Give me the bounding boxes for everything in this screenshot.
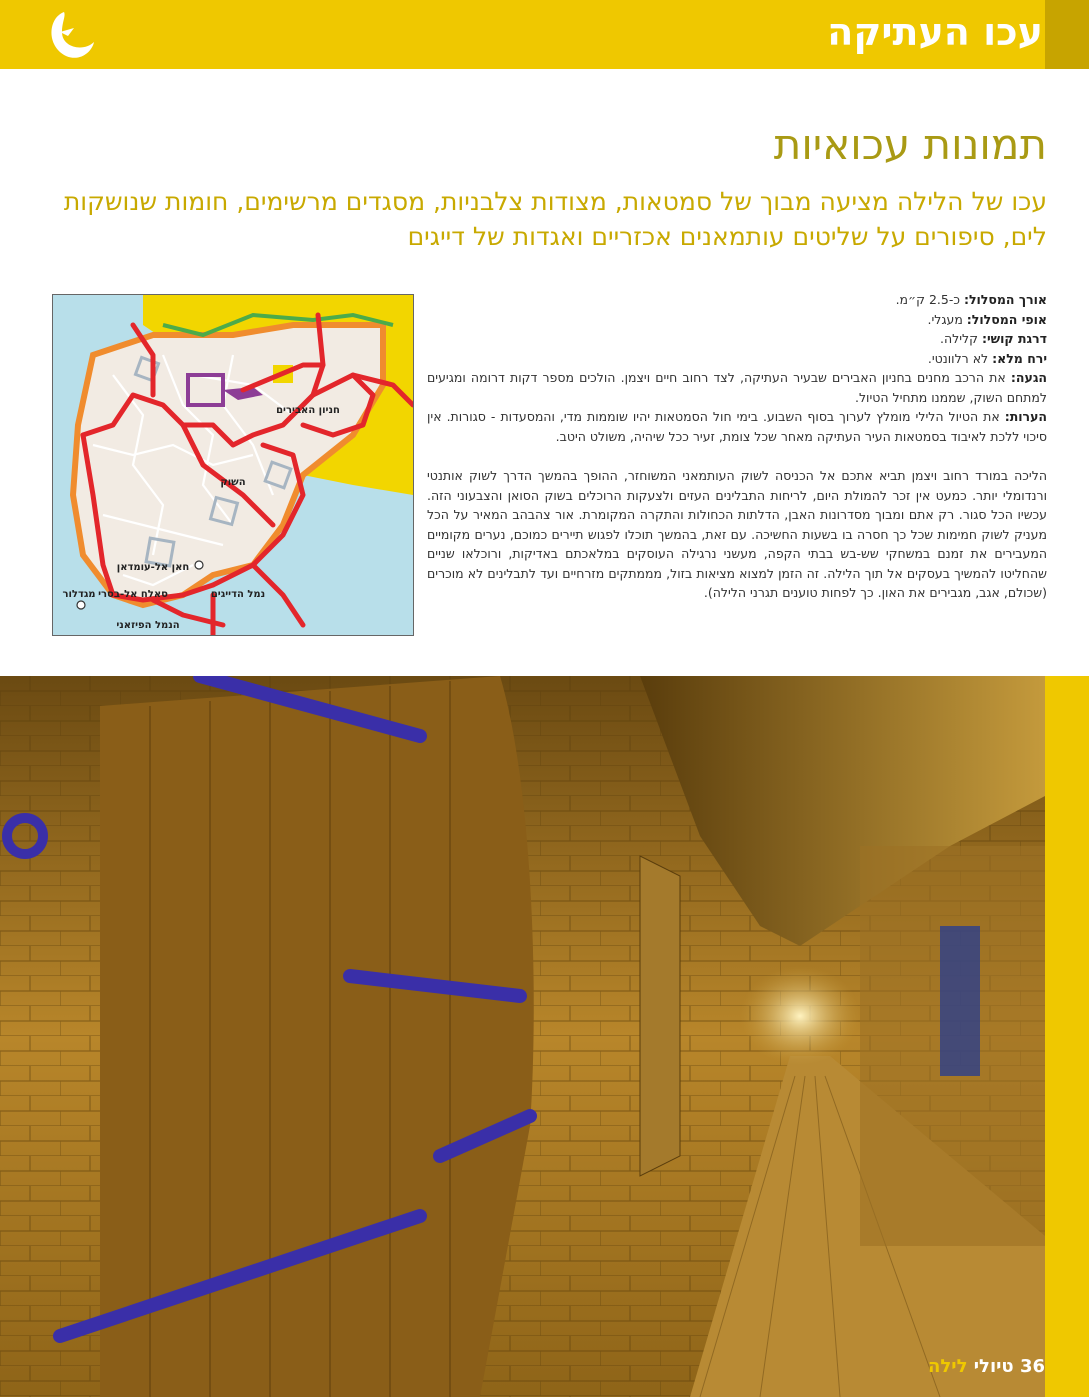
info-difficulty-value: קלילה. — [939, 331, 982, 346]
map-label-parking: חניון האבירים — [276, 405, 340, 416]
map-label-khan: חאן אל-עומדאן — [116, 562, 190, 573]
info-block — [427, 290, 1047, 603]
moon-bird-logo-icon — [40, 6, 100, 62]
info-arrival-value: את הרכב מחנים בחניון האבירים שבעיר העתיקה, לצד רחוב חיים ויצמן. הולכים מספר דקות דרומה ומגיעים למתחם השוק, שממנו מתחיל הטיול. — [427, 370, 1047, 405]
info-type — [427, 310, 1047, 330]
info-type-label: אופי המסלול: — [966, 311, 1047, 327]
info-difficulty-label: דרגת קושי: — [981, 331, 1047, 346]
photo-blue-door-right — [940, 926, 980, 1076]
info-length — [427, 290, 1047, 310]
map-khan-marker — [195, 561, 203, 569]
info-moon — [427, 349, 1047, 369]
market-alley-photo-svg — [0, 676, 1045, 1397]
info-type-value: מעגלי. — [927, 311, 967, 327]
subtitle: עכו של הלילה מציעה מבוך של סמטאות, מצודות צלבניות, מסגדים מרשימים, חומות שנושקות לים, סיפורים על שליטים עותמאנים אכזריים ואגדות של דייגים — [63, 187, 1047, 251]
info-difficulty — [427, 329, 1047, 349]
photo-side-door — [640, 856, 680, 1176]
map-label-lighthouse: מגדלור — [62, 589, 96, 600]
footer-word-2: לילה — [928, 1356, 968, 1377]
info-length-value: כ-2.5 ק״מ. — [895, 292, 964, 307]
section-title: עכו העתיקה — [827, 10, 1043, 54]
info-notes-label: הערות: — [1004, 409, 1047, 424]
info-moon-value: לא רלוונטי. — [927, 350, 993, 366]
info-length-label: אורך המסלול: — [963, 292, 1047, 307]
map-label-pisan-port: הנמל הפיזאני — [116, 620, 180, 631]
photo-wooden-door — [100, 676, 534, 1397]
info-arrival-label: הגעה: — [1010, 370, 1047, 385]
map-label-mosque: סאלח אל-בסרי — [98, 589, 168, 600]
map-label-market: השוק — [220, 477, 246, 488]
footer-word-1: טיולי — [973, 1356, 1014, 1377]
info-notes — [427, 407, 1047, 446]
map-label-fishermen-port: נמל הדייגים — [210, 589, 266, 600]
page-number: 36 — [1019, 1356, 1045, 1377]
route-map — [52, 294, 414, 636]
info-notes-value: את הטיול הלילי מומלץ לערוך בסוף השבוע. בימי חול הסמטאות יהיו שוממות מדי, והמסעדות - סגורות. אין סיכוי ללכת לאיבוד בסמטאות העיר העתיקה מאחר שכל צומת, זעיר ככל שיהיה, משולט היטב. — [427, 409, 1047, 444]
header-tab — [1045, 0, 1089, 69]
photo-side-tab — [1045, 676, 1089, 1397]
map-lighthouse-marker — [77, 601, 85, 609]
market-alley-photo — [0, 676, 1045, 1397]
photo-distant-light — [740, 966, 860, 1066]
page-title: תמונות עכואיות — [773, 120, 1047, 169]
route-map-svg — [53, 295, 413, 635]
body-paragraph: הליכה במורד רחוב ויצמן תביא אתכם אל הכניסה לשוק העותמאני המשוחזר, ההופך בהמשך הדרך לשוק אותנטי ורנדומלי יותר. כמעט אין זכר להמולת היום, לריחות התבלינים העזים ולצעקות הרוכלים בשוק הסואן והצבעוני הזה. עכשיו הכל סגור. רק אתם ומבוך מסדרונות האבן, הדלתות הכחולות והתקרה המקומרת. אור צהבהב המאיר על הכל מעניק לשוק חמימות שכל כך חסרה בו בשעות החשיכה. עם זאת, בהמשך תוכלו לפגוש תיירים כמוכם, נערים מקומיים המעבירים את זמנם במשחקי שש-בש בבתי הקפה, מעשני נרגילה העוסקים במלאכתם באדיקות, ורוכלאו שניים שהחליטו להמשיך בעסקים אל תוך הלילה. זה הזמן למצוא מציאות בזול, מממתקים מזרחיים ועד לתבלינים לא מוכרים (שכולם, אגב, מגבירים את האון. כך לפחות טוענים תגרני הלילה). — [427, 468, 1047, 600]
info-moon-label: ירח מלא: — [992, 350, 1047, 366]
info-arrival — [427, 368, 1047, 407]
page-footer — [928, 1356, 1045, 1377]
